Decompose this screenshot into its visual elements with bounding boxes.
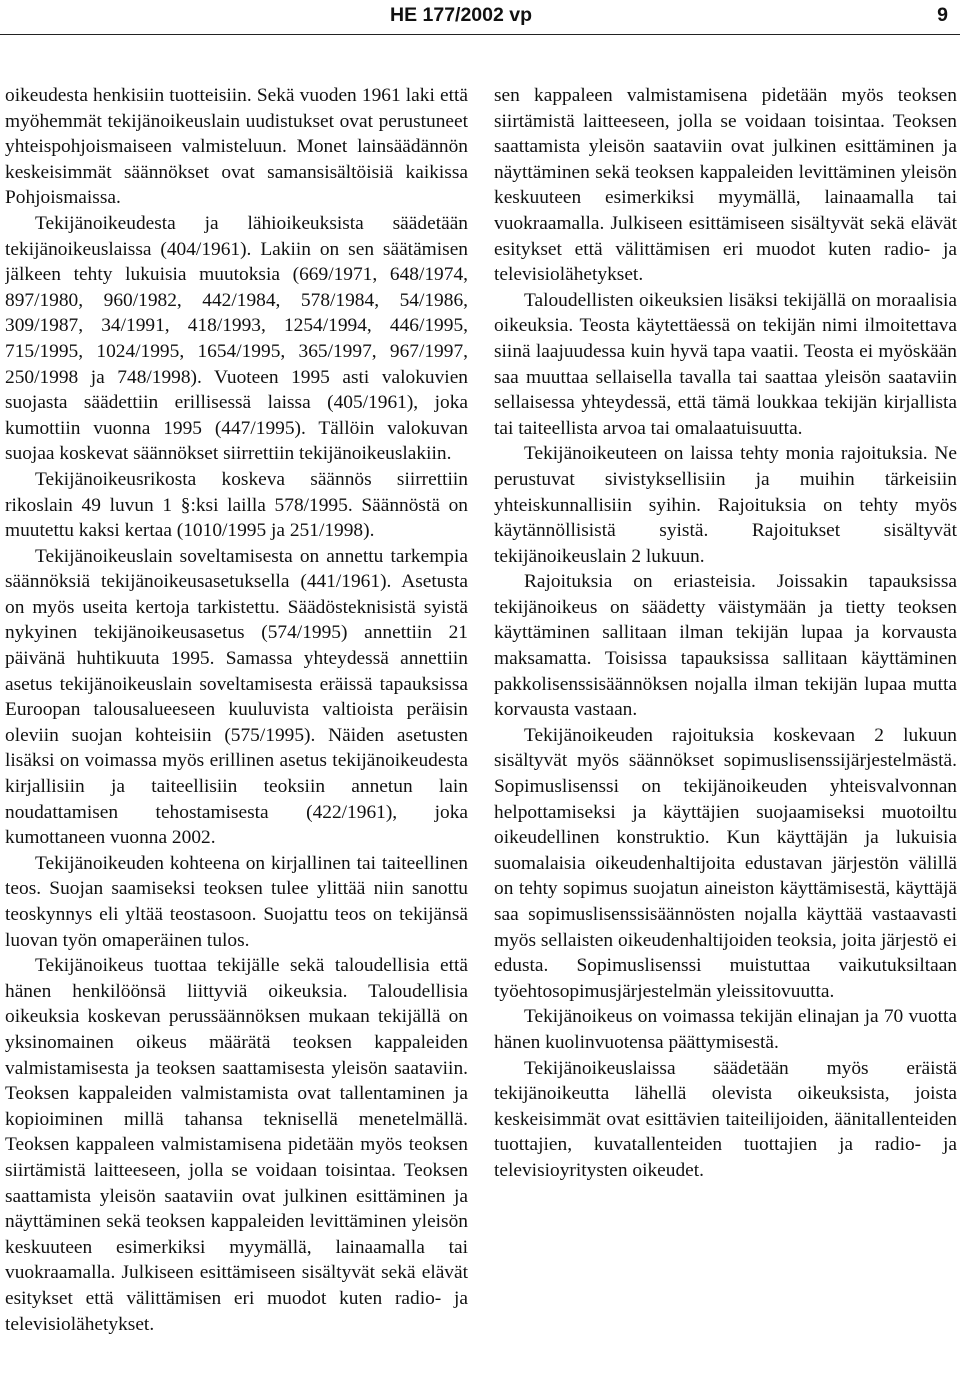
paragraph: oikeudesta henkisiin tuotteisiin. Sekä vuoden 1961 laki että myöhemmät tekijänoikeuslain uudistukset ovat perustuneet yhteispohjoismaiseen valmisteluun. Monet lainsäädännön keskeisimmät säännökset ovat samansisältöisiä kaikissa Pohjoismaissa. [5, 85, 468, 209]
left-text-column [5, 83, 468, 1396]
paragraph: Tekijänoikeus on voimassa tekijän elinajan ja 70 vuotta hänen kuolinvuotensa päättymisestä. [494, 1006, 957, 1053]
right-text-column [494, 83, 957, 1396]
paragraph: Tekijänoikeuslaissa säädetään myös eräistä tekijänoikeutta lähellä olevista oikeuksista, joista keskeisimmät ovat esittävien taiteilijoiden, äänitallenteiden tuottajien, kuvatallenteiden tuottajien ja radio- ja televisioyritysten oikeudet. [494, 1057, 957, 1181]
paragraph: Taloudellisten oikeuksien lisäksi tekijällä on moraalisia oikeuksia. Teosta käytettäessä on tekijän nimi ilmoitettava siinä laajuudessa kuin hyvä tapa vaatii. Teosta ei myöskään saa muuttaa sellaisella tavalla tai saattaa yleisön saataviin sellaisessa yhteydessä, että tämä loukkaa tekijän kirjallista tai taiteellista arvoa tai omalaatuisuutta. [494, 289, 957, 439]
page-header [0, 0, 960, 34]
paragraph: Tekijänoikeuslain soveltamisesta on annettu tarkempia säännöksiä tekijänoikeusasetuksella (441/1961). Asetusta on myös useita kertoja tarkistettu. Säädösteknisistä syistä nykyinen tekijänoikeusasetus (574/1995) annettiin 21 päivänä huhtikuuta 1995. Samassa yhteydessä annettiin asetus tekijänoikeuslain soveltamisesta eräissä tapauksissa Euroopan talousalueeseen kuuluvista valtioista peräisin oleviin suojan kohteisiin (575/1995). Näiden asetusten lisäksi on voimassa myös erillinen asetus tekijänoikeudesta kirjallisiin ja taiteellisiin teoksiin annetun lain noudattamisen tehostamisesta (422/1961), joka kumottaneen vuonna 2002. [5, 545, 468, 849]
page-number: 9 [937, 4, 948, 26]
paragraph: Tekijänoikeus tuottaa tekijälle sekä taloudellisia että hänen henkilöönsä liittyviä oikeuksia. Taloudellisia oikeuksia koskevan perussäännöksen mukaan tekijällä on yksinomainen oikeus määrätä teoksen kappaleiden valmistamisesta ja teoksen saattamisesta yleisön saataviin. Teoksen kappaleiden valmistamista ovat tallentaminen ja kopioiminen millä tahansa teknisellä menetelmällä. Teoksen kappaleen valmistamisena pidetään myös teoksen siirtämistä laitteeseen, jolla se voidaan toisintaa. Teoksen saattamista yleisön saataviin ovat julkinen esittäminen ja näyttäminen sekä teoksen kappaleiden levittäminen yleisön keskuuteen esimerkiksi myymällä, lainaamalla tai vuokraamalla. Julkiseen esittämiseen sisältyvät sekä elävät esitykset että välittämisen eri muodot kuten radio- ja televisiolähetykset. [5, 955, 468, 1335]
paragraph: Rajoituksia on eriasteisia. Joissakin tapauksissa tekijänoikeus on säädetty väistymään ja tietty teoksen käyttäminen sallitaan ilman tekijän lupaa ja korvausta maksamatta. Toisissa tapauksissa sallitaan käyttäminen pakkolisenssisäännöksen nojalla ilman tekijän lupaa mutta korvausta vastaan. [494, 571, 957, 721]
paragraph: Tekijänoikeuden kohteena on kirjallinen tai taiteellinen teos. Suojan saamiseksi teoksen tulee ylittää niin sanottu teoskynnys eli yltää teostasoon. Suojattu teos on tekijänsä luovan työn omaperäinen tulos. [5, 852, 468, 951]
paragraph: Tekijänoikeudesta ja lähioikeuksista säädetään tekijänoikeuslaissa (404/1961). Lakiin on sen säätämisen jälkeen tehty lukuisia muutoksia (669/1971, 648/1974, 897/1980, 960/1982, 442/1984, 578/1984, 54/1986, 309/1987, 34/1991, 418/1993, 1254/1994, 446/1995, 715/1995, 1024/1995, 1654/1995, 365/1997, 967/1997, 250/1998 ja 748/1998). Vuoteen 1995 asti valokuvien suojasta säädettiin erillisessä laissa (405/1961), joka kumottiin vuonna 1995 (447/1995). Tällöin valokuvan suojaa koskevat säännökset siirrettiin tekijänoikeuslakiin. [5, 212, 468, 465]
paragraph: Tekijänoikeusrikosta koskeva säännös siirrettiin rikoslain 49 luvun 1 §:ksi lailla 578/1995. Säännöstä on muutettu kaksi kertaa (1010/1995 ja 251/1998). [5, 468, 468, 542]
document-id: HE 177/2002 vp [390, 4, 533, 26]
header-rule [0, 34, 960, 35]
paragraph: sen kappaleen valmistamisena pidetään myös teoksen siirtämistä laitteeseen, jolla se voidaan toisintaa. Teoksen saattamista yleisön saataviin ovat julkinen esittäminen ja näyttäminen sekä teoksen kappaleiden levittäminen yleisön keskuuteen esimerkiksi myymällä, lainaamalla tai vuokraamalla. Julkiseen esittämiseen sisältyvät sekä elävät esitykset että välittämisen eri muodot kuten radio- ja televisiolähetykset. [494, 85, 957, 286]
paragraph: Tekijänoikeuteen on laissa tehty monia rajoituksia. Ne perustuvat sivistyksellisiin ja muihin tärkeisiin yhteiskunnallisiin syihin. Rajoituksia on tehty myös käytännöllisistä syistä. Rajoitukset sisältyvät tekijänoikeuslain 2 lukuun. [494, 443, 957, 567]
paragraph: Tekijänoikeuden rajoituksia koskevaan 2 lukuun sisältyvät myös säännökset sopimuslisenssijärjestelmästä. Sopimuslisenssi on tekijänoikeuden yhteisvalvonnan helpottamiseksi ja käyttäjien suojaamiseksi muotoiltu oikeudellinen konstruktio. Kun käyttäjän ja lukuisia suomalaisia oikeudenhaltijoita edustavan järjestön välillä on tehty sopimus suojatun aineiston käyttämisestä, käyttäjä saa sopimuslisenssisäännösten nojalla käyttää vastaavasti myös sellaisten oikeudenhaltijoiden teoksia, joita järjestö ei edusta. Sopimuslisenssi muistuttaa vaikutuksiltaan työehtosopimusjärjestelmän yleissitovuutta. [494, 724, 957, 1002]
